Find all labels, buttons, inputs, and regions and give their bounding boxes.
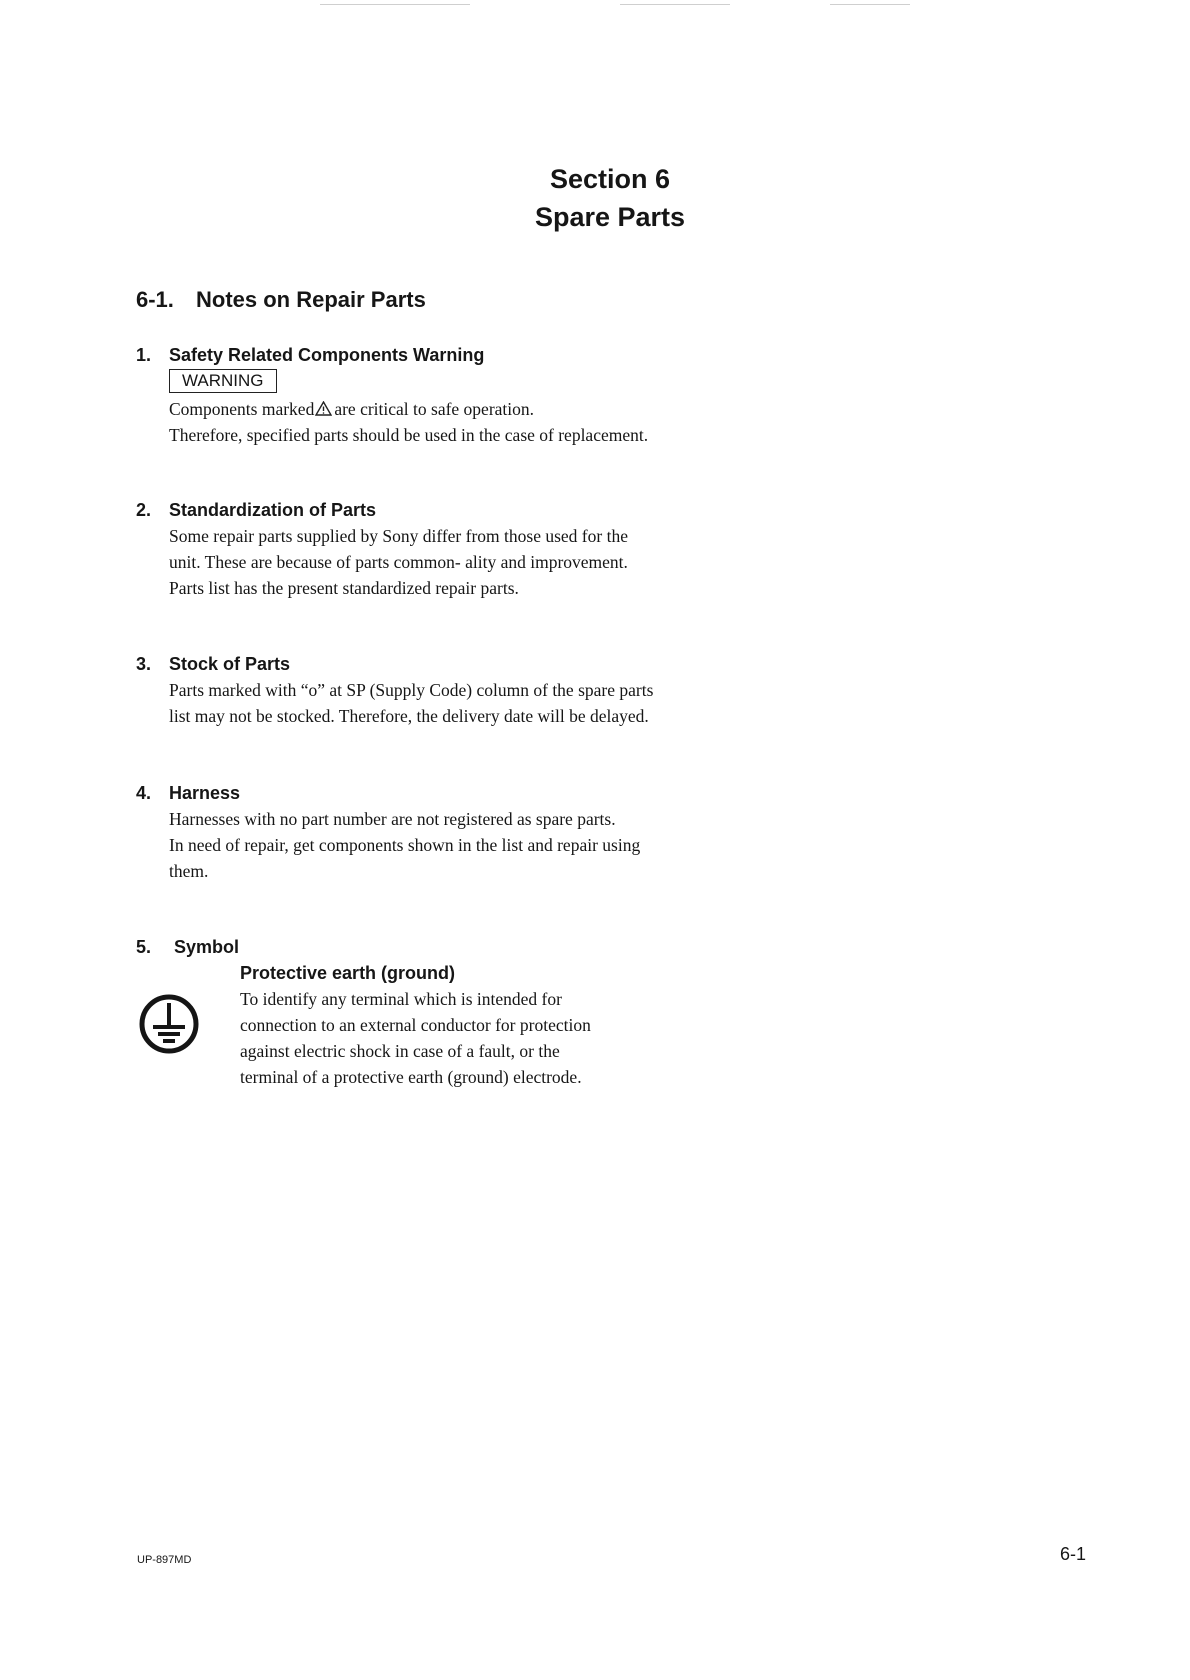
note-heading bbox=[136, 934, 656, 960]
scan-artifact bbox=[620, 4, 730, 5]
note-number: 3. bbox=[136, 654, 152, 674]
scan-artifact bbox=[830, 4, 910, 5]
note-paragraph: Harnesses with no part number are not registered as spare parts. bbox=[169, 809, 616, 829]
note-paragraph: Some repair parts supplied by Sony differ from those used for the unit. These are because of parts common- ality and improvement. bbox=[169, 526, 628, 572]
note-title: Stock of Parts bbox=[169, 654, 291, 674]
note-body bbox=[169, 523, 656, 601]
footer-model-number: UP-897MD bbox=[137, 1554, 192, 1566]
note-heading bbox=[136, 651, 656, 677]
note-item-stock bbox=[136, 651, 656, 729]
note-paragraph: Therefore, specified parts should be used in the case of replacement. bbox=[169, 425, 649, 445]
note-heading bbox=[136, 497, 656, 523]
note-body bbox=[169, 396, 656, 448]
scan-artifact bbox=[320, 4, 470, 5]
footer-page-number: 6-1 bbox=[1060, 1544, 1087, 1564]
warning-label: WARNING bbox=[169, 369, 277, 393]
section-number: Section 6 bbox=[549, 164, 671, 194]
note-paragraph: Parts marked with “o” at SP (Supply Code) column of the spare parts list may not be stocked. Therefore, the delivery date will be delayed. bbox=[169, 680, 654, 726]
note-paragraph bbox=[169, 396, 656, 422]
note-body bbox=[169, 806, 656, 884]
symbol-description-block bbox=[240, 960, 620, 1090]
note-item-standardization bbox=[136, 497, 656, 601]
note-paragraph: Parts list has the present standardized repair parts. bbox=[169, 578, 519, 598]
note-number: 4. bbox=[136, 783, 152, 803]
note-body bbox=[169, 677, 656, 729]
subsection-title: Notes on Repair Parts bbox=[196, 287, 426, 312]
section-title: Spare Parts bbox=[534, 202, 686, 232]
caution-triangle-icon bbox=[315, 401, 332, 416]
protective-earth-icon bbox=[138, 993, 200, 1055]
subsection-heading bbox=[136, 286, 426, 314]
note-item-harness bbox=[136, 780, 656, 884]
note-heading bbox=[136, 342, 656, 368]
note-title: Harness bbox=[169, 783, 241, 803]
note-title: Standardization of Parts bbox=[169, 500, 377, 520]
symbol-title: Protective earth (ground) bbox=[240, 963, 456, 983]
note-line: are critical to safe operation. bbox=[334, 399, 535, 419]
note-number: 1. bbox=[136, 345, 152, 365]
note-title: Symbol bbox=[174, 937, 240, 957]
symbol-description: To identify any terminal which is intended for connection to an external conductor for protection against electric shock in case of a fault, or the terminal of a protective earth (ground) electrode. bbox=[240, 989, 591, 1087]
note-heading bbox=[136, 780, 656, 806]
note-item-symbol bbox=[136, 934, 656, 960]
subsection-number: 6-1. bbox=[136, 287, 174, 312]
note-item-safety bbox=[136, 342, 656, 448]
note-title: Safety Related Components Warning bbox=[169, 345, 485, 365]
note-lead-text: Components marked bbox=[169, 399, 315, 419]
note-paragraph: In need of repair, get components shown in the list and repair using them. bbox=[169, 835, 641, 881]
note-number: 2. bbox=[136, 500, 152, 520]
note-number: 5. bbox=[136, 937, 152, 957]
